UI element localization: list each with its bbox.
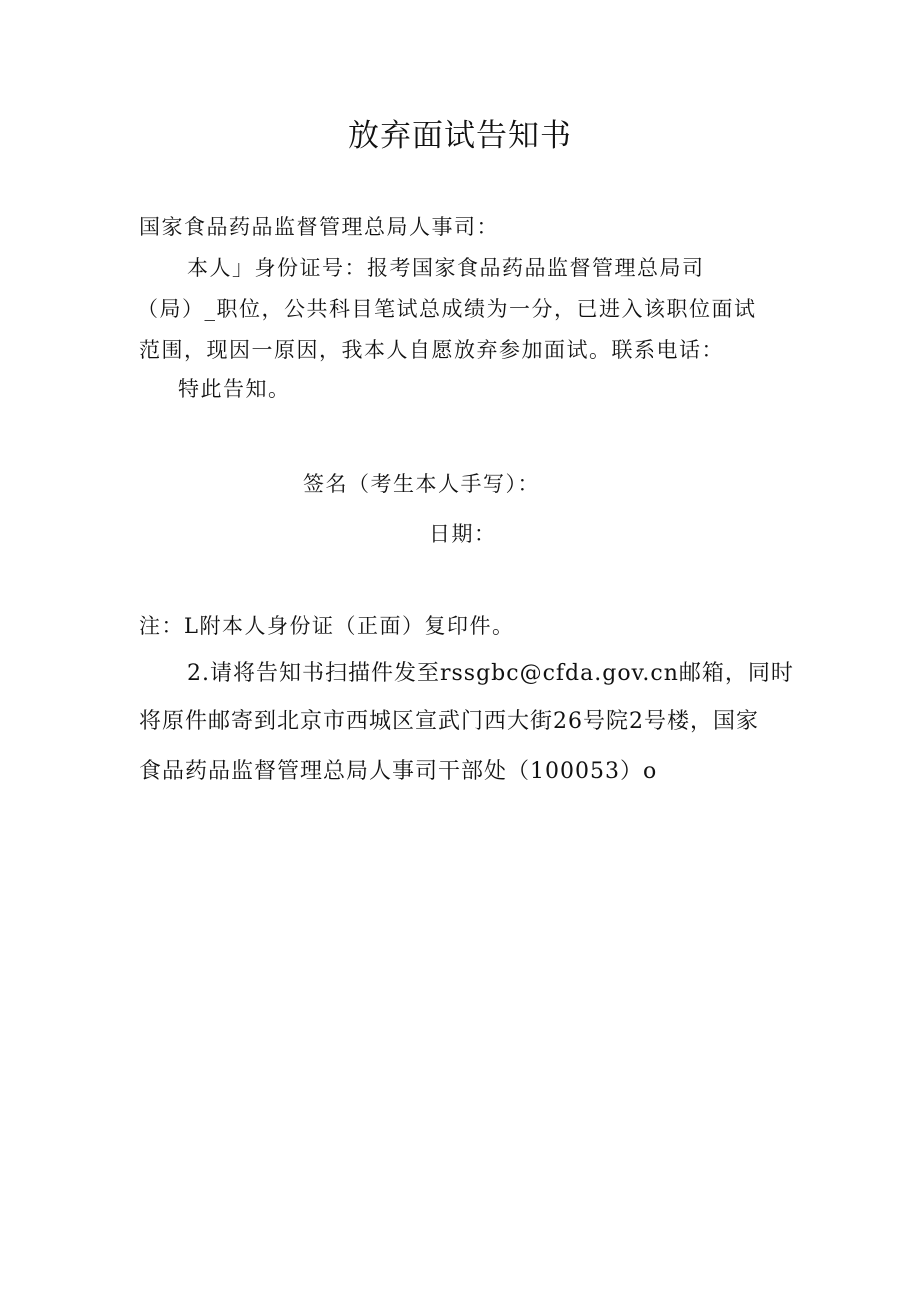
note-line-4: 食品药品监督管理总局人事司干部处（100053）o: [139, 759, 658, 784]
document-title: 放弃面试告知书: [348, 118, 572, 154]
body-line-2: （局）_职位，公共科目笔试总成绩为一分，已进入该职位面试: [137, 297, 757, 321]
note-line-3: 将原件邮寄到北京市西城区宣武门西大街26号院2号楼，国家: [139, 709, 759, 734]
body-line-1: 本人」身份证号：报考国家食品药品监督管理总局司: [187, 256, 705, 280]
recipient-line: 国家食品药品监督管理总局人事司：: [139, 215, 499, 239]
note-line-2: 2.请将告知书扫描件发至rssgbc@cfda.gov.cn邮箱，同时: [187, 661, 794, 686]
body-line-3: 范围，现因一原因，我本人自愿放弃参加面试。联系电话：: [139, 338, 724, 362]
body-line-4: 特此告知。: [178, 377, 291, 401]
note-line-1: 注：L附本人身份证（正面）复印件。: [139, 614, 515, 638]
date-line: 日期：: [429, 522, 497, 546]
signature-line: 签名（考生本人手写）：: [303, 472, 540, 496]
